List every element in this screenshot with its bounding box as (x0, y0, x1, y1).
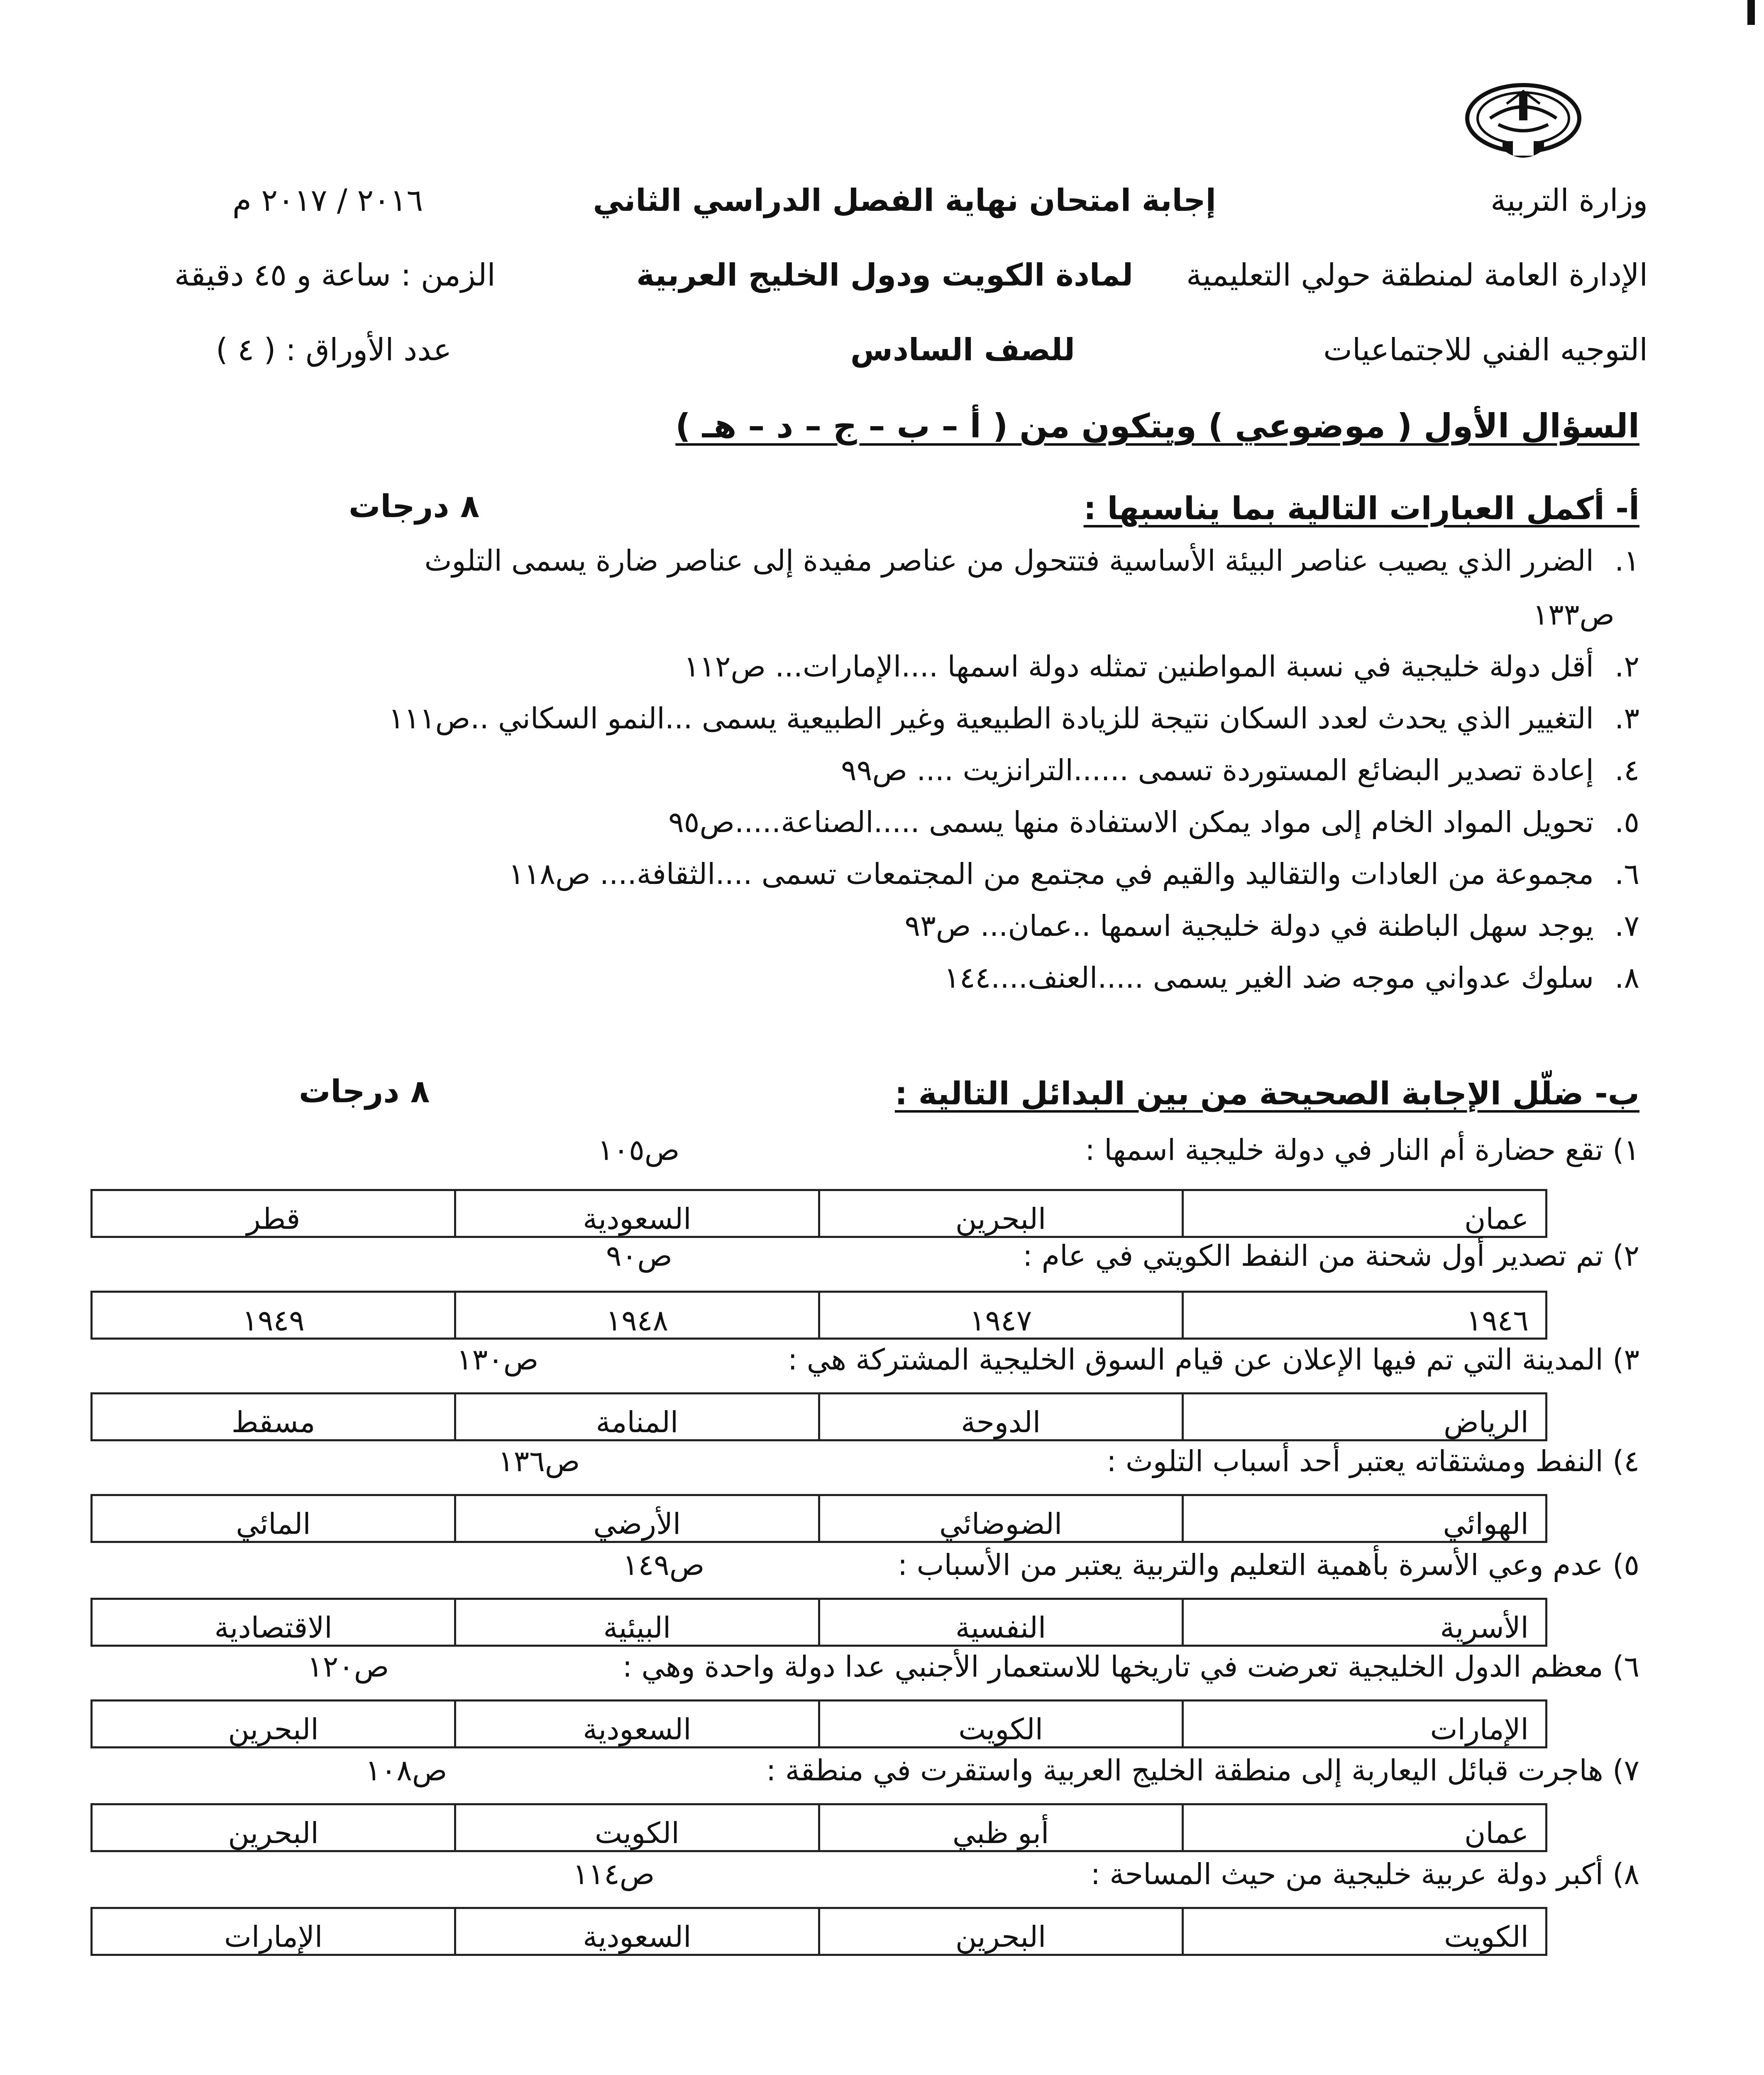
option[interactable]: الهوائي (1183, 1495, 1546, 1542)
option[interactable]: الكويت (1183, 1908, 1546, 1955)
guidance-name: التوجيه الفني للاجتماعيات (1323, 332, 1648, 368)
option[interactable]: الإمارات (1183, 1701, 1546, 1748)
option[interactable]: أبو ظبي (819, 1804, 1183, 1851)
fill-item-text: سلوك عدواني موجه ضد الغير يسمى .....العنف....١٤٤ (944, 961, 1594, 995)
mcq-number: ٦) (1613, 1650, 1639, 1684)
mcq-4-question (1107, 1444, 1639, 1478)
option[interactable]: عمان (1183, 1804, 1546, 1851)
mcq-4-options (90, 1494, 1547, 1543)
fill-item-text: مجموعة من العادات والتقاليد والقيم في مجتمع من المجتمعات تسمى ....الثقافة.... ص١١٨ (508, 857, 1594, 891)
option[interactable]: الكويت (455, 1804, 819, 1851)
mcq-text: أكبر دولة عربية خليجية من حيث المساحة : (1090, 1857, 1603, 1891)
fill-item-3 (388, 701, 1639, 735)
section-b-marks: ٨ درجات (299, 1073, 430, 1110)
mcq-3-options (90, 1392, 1547, 1441)
scan-edge-mark (1747, 0, 1755, 25)
option[interactable]: ١٩٤٨ (455, 1292, 819, 1339)
mcq-text: معظم الدول الخليجية تعرضت في تاريخها للاستعمار الأجنبي عدا دولة واحدة وهي : (622, 1650, 1603, 1684)
fill-item-number: ٧. (1615, 909, 1639, 943)
option[interactable]: قطر (92, 1190, 455, 1237)
mcq-number: ٤) (1613, 1444, 1639, 1478)
option[interactable]: الرياض (1183, 1394, 1546, 1440)
fill-item-number: ٦. (1615, 857, 1639, 891)
fill-item-number: ٥. (1615, 805, 1639, 839)
subject-name: لمادة الكويت ودول الخليج العربية (636, 257, 1133, 293)
option[interactable]: عمان (1183, 1190, 1546, 1237)
fill-item-text: تحويل المواد الخام إلى مواد يمكن الاستفادة منها يسمى .....الصناعة.....ص٩٥ (668, 805, 1594, 839)
fill-item-2 (684, 649, 1639, 684)
option[interactable]: ١٩٤٩ (92, 1292, 455, 1339)
mcq-7-options (90, 1803, 1547, 1852)
school-year: ٢٠١٦ / ٢٠١٧ م (232, 183, 423, 218)
option[interactable]: البحرين (819, 1190, 1183, 1237)
question-1-title: السؤال الأول ( موضوعي ) ويتكون من ( أ – ب – ج – د – هـ ) (675, 407, 1639, 445)
option[interactable]: الكويت (819, 1701, 1183, 1748)
fill-item-text: أقل دولة خليجية في نسبة المواطنين تمثله دولة اسمها ....الإمارات... ص١١٢ (684, 649, 1594, 684)
fill-item-1 (425, 544, 1639, 578)
mcq-text: تم تصدير أول شحنة من النفط الكويتي في عام : (1022, 1239, 1603, 1273)
fill-item-number: ٨. (1615, 961, 1639, 995)
option[interactable]: ١٩٤٦ (1183, 1292, 1546, 1339)
mcq-3-question (788, 1343, 1639, 1377)
mcq-number: ٨) (1613, 1857, 1639, 1891)
ministry-name: وزارة التربية (1490, 183, 1648, 218)
fill-item-number: ٢. (1615, 649, 1639, 684)
mcq-8-options (90, 1907, 1547, 1956)
section-a-marks: ٨ درجات (349, 488, 480, 525)
fill-item-5 (668, 805, 1639, 839)
option[interactable]: الاقتصادية (92, 1599, 455, 1646)
mcq-2-options (90, 1291, 1547, 1340)
option[interactable]: السعودية (455, 1701, 819, 1748)
fill-item-1-page: ص١٣٣ (1532, 598, 1615, 632)
option[interactable]: البيئية (455, 1599, 819, 1646)
mcq-6-options (90, 1699, 1547, 1748)
option[interactable]: البحرين (92, 1804, 455, 1851)
fill-item-8 (944, 961, 1639, 995)
mcq-8-page: ص١١٤ (573, 1857, 655, 1891)
fill-item-text: إعادة تصدير البضائع المستوردة تسمى ......الترانزيت .... ص٩٩ (841, 753, 1594, 787)
exam-time: الزمن : ساعة و ٤٥ دقيقة (174, 257, 496, 293)
admin-name: الإدارة العامة لمنطقة حولي التعليمية (1186, 257, 1648, 293)
option[interactable]: الأسرية (1183, 1599, 1546, 1646)
mcq-7-question (766, 1753, 1639, 1787)
mcq-number: ٧) (1613, 1753, 1639, 1787)
option[interactable]: المنامة (455, 1394, 819, 1440)
page-count: عدد الأوراق : ( ٤ ) (216, 332, 452, 368)
fill-item-number: ١. (1615, 544, 1639, 578)
ministry-emblem-icon (1461, 79, 1586, 170)
option[interactable]: الدوحة (819, 1394, 1183, 1440)
fill-item-4 (841, 753, 1639, 787)
mcq-5-options (90, 1598, 1547, 1647)
mcq-6-page: ص١٢٠ (307, 1650, 389, 1684)
mcq-number: ١) (1613, 1133, 1639, 1167)
option[interactable]: مسقط (92, 1394, 455, 1440)
mcq-6-question (623, 1650, 1639, 1684)
section-a-label: أ- أكمل العبارات التالية بما يناسبها : (1083, 490, 1639, 527)
option[interactable]: السعودية (455, 1908, 819, 1955)
mcq-3-page: ص١٣٠ (457, 1343, 539, 1377)
option[interactable]: النفسية (819, 1599, 1183, 1646)
mcq-7-page: ص١٠٨ (365, 1753, 447, 1787)
option[interactable]: ١٩٤٧ (819, 1292, 1183, 1339)
mcq-5-question (898, 1548, 1639, 1582)
fill-item-text: يوجد سهل الباطنة في دولة خليجية اسمها ..عمان... ص٩٣ (904, 909, 1594, 943)
mcq-1-page: ص١٠٥ (598, 1133, 680, 1167)
mcq-text: تقع حضارة أم النار في دولة خليجية اسمها : (1085, 1133, 1603, 1167)
mcq-1-question (1085, 1133, 1639, 1167)
mcq-text: هاجرت قبائل اليعاربة إلى منطقة الخليج العربية واستقرت في منطقة : (766, 1753, 1603, 1787)
section-b-label: ب- ضلّل الإجابة الصحيحة من بين البدائل التالية : (894, 1075, 1639, 1112)
option[interactable]: الأرضي (455, 1495, 819, 1542)
fill-item-7 (905, 909, 1639, 943)
mcq-text: المدينة التي تم فيها الإعلان عن قيام السوق الخليجية المشتركة هي : (787, 1343, 1603, 1377)
option[interactable]: الضوضائي (819, 1495, 1183, 1542)
fill-item-text: التغيير الذي يحدث لعدد السكان نتيجة للزيادة الطبيعية وغير الطبيعية يسمى ...النمو السكاني ..ص١١١ (388, 701, 1594, 735)
fill-item-6 (508, 857, 1639, 891)
fill-item-text: الضرر الذي يصيب عناصر البيئة الأساسية فتتحول من عناصر مفيدة إلى عناصر ضارة يسمى التلوث (424, 544, 1594, 578)
mcq-text: النفط ومشتقاته يعتبر أحد أسباب التلوث : (1107, 1444, 1603, 1478)
mcq-text: عدم وعي الأسرة بأهمية التعليم والتربية يعتبر من الأسباب : (897, 1548, 1603, 1582)
mcq-4-page: ص١٣٦ (498, 1444, 580, 1478)
mcq-2-page: ص٩٠ (606, 1239, 672, 1273)
fill-item-number: ٤. (1615, 753, 1639, 787)
option[interactable]: المائي (92, 1495, 455, 1542)
exam-title: إجابة امتحان نهاية الفصل الدراسي الثاني (593, 183, 1216, 218)
mcq-2-question (1023, 1239, 1639, 1273)
option[interactable]: البحرين (819, 1908, 1183, 1955)
mcq-number: ٢) (1613, 1239, 1639, 1273)
mcq-1-options (90, 1189, 1547, 1238)
mcq-5-page: ص١٤٩ (623, 1548, 705, 1582)
option[interactable]: السعودية (455, 1190, 819, 1237)
option[interactable]: البحرين (92, 1701, 455, 1748)
option[interactable]: الإمارات (92, 1908, 455, 1955)
fill-item-number: ٣. (1615, 701, 1639, 735)
mcq-number: ٥) (1613, 1548, 1639, 1582)
mcq-number: ٣) (1613, 1343, 1639, 1377)
mcq-8-question (1090, 1857, 1639, 1891)
grade-name: للصف السادس (850, 332, 1075, 368)
